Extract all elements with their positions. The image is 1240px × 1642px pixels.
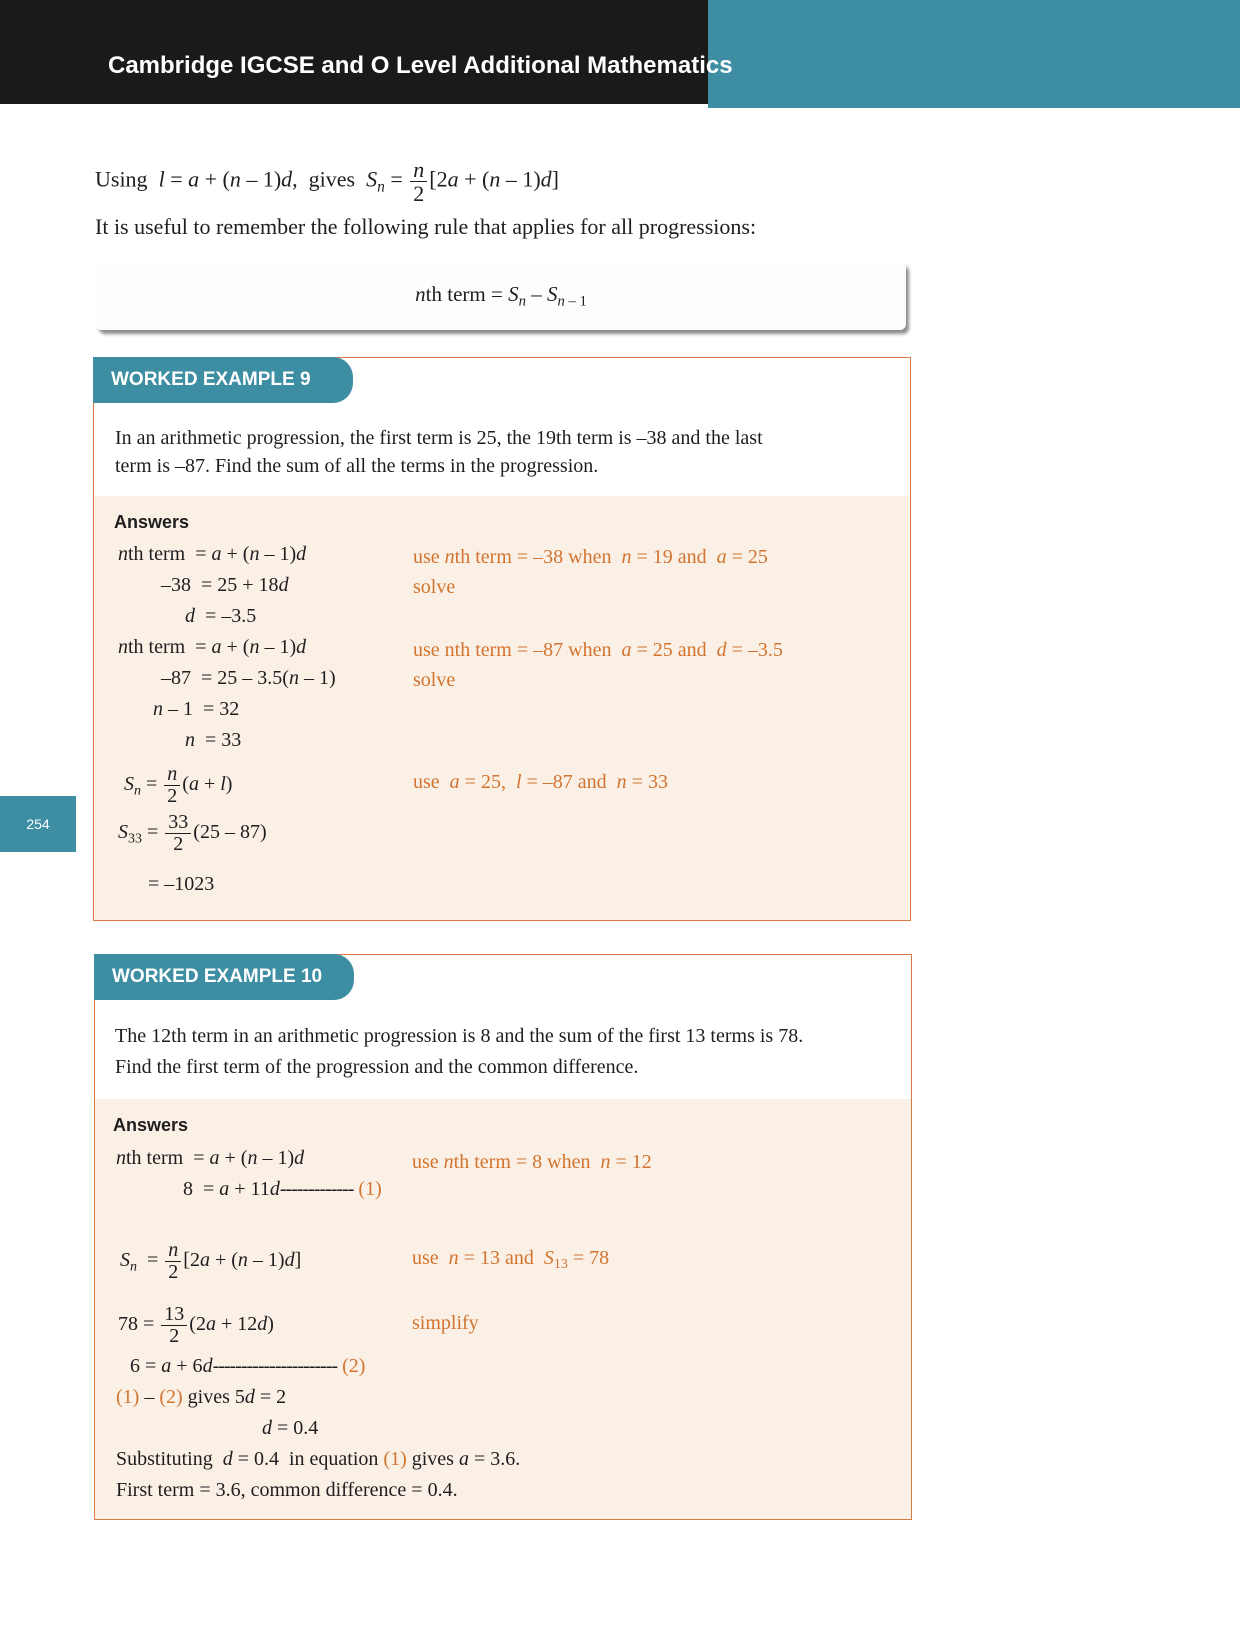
example-9-answers-label: Answers <box>114 512 190 532</box>
rule-box <box>96 262 906 330</box>
example-10-answers-label: Answers <box>113 1115 189 1135</box>
working-line: 6 = a + 6d---------------------- (2) <box>130 1355 366 1377</box>
header-accent-bar <box>708 0 1240 108</box>
fraction: $\frac{n}{2}$ <box>165 1240 181 1283</box>
rule-formula: nth term = $S_n - S_{n - 1}$ <box>415 281 587 310</box>
example-10-label: WORKED EXAMPLE 10 <box>94 954 354 1000</box>
working-line: –87 = 25 – 3.5(n – 1) <box>161 667 336 689</box>
working-line: n = 33 <box>185 729 242 751</box>
working-line: nth term = a + (n – 1)d <box>118 543 307 565</box>
comment-line: use n = 13 and $S_{13} = 78$ <box>412 1247 610 1273</box>
working-line: nth term = a + (n – 1)d <box>118 636 307 658</box>
working-line: $S_{33}$ = $\frac{33}{2}$ (25 – 87) <box>118 811 267 855</box>
working-line: 8 = a + 11d------------- (1) <box>183 1178 382 1200</box>
working-line: d = –3.5 <box>185 605 257 627</box>
fraction: $\frac{n}{2}$ <box>410 158 427 205</box>
comment-line: use a = 25, l = –87 and n = 33 <box>413 771 668 793</box>
page-number: 254 <box>26 816 50 832</box>
fraction: $\frac{n}{2}$ <box>164 764 180 807</box>
working-line: d = 0.4 <box>262 1417 319 1439</box>
comment-line: use nth term = 8 when n = 12 <box>412 1151 652 1173</box>
intro-text: It is useful to remember the following rule that applies for all progressions: <box>95 214 757 239</box>
working-line: 78 = $\frac{13}{2}$ (2a + 12d) <box>118 1303 274 1347</box>
comment-line: use nth term = –38 when n = 19 and a = 25 <box>413 546 768 568</box>
fraction: $\frac{33}{2}$ <box>165 812 191 855</box>
working-line: –38 = 25 + 18d <box>161 574 289 596</box>
comment-line: use nth term = –87 when a = 25 and d = –3.5 <box>413 639 783 661</box>
intro-formula-line: Using l = a + (n – 1)d, gives $S_n$ = $\frac{n}{2}$ [2a + (n – 1)d] <box>95 157 559 207</box>
example-9-label: WORKED EXAMPLE 9 <box>93 357 353 403</box>
fraction: $\frac{13}{2}$ <box>161 1304 187 1347</box>
example-9-problem: In an arithmetic progression, the first term is 25, the 19th term is –38 and the last term is –87. Find the sum of all the terms in the progression. <box>115 427 763 477</box>
book-title: Cambridge IGCSE and O Level Additional Mathematics <box>108 52 733 79</box>
comment-line: simplify <box>412 1312 479 1334</box>
example-10-problem: The 12th term in an arithmetic progression is 8 and the sum of the first 13 terms is 78. Find the first term of the progression and the common difference. <box>115 1025 804 1078</box>
working-line: (1) – (2) gives 5d = 2 <box>116 1386 287 1408</box>
comment-line: solve <box>413 576 456 598</box>
final-answer-line: First term = 3.6, common difference = 0.4. <box>116 1479 458 1501</box>
working-line: Substituting d = 0.4 in equation (1) gives a = 3.6. <box>116 1448 521 1470</box>
page-number-tab <box>0 796 76 852</box>
working-line: $S_n$ = $\frac{n}{2}$ [2a + (n – 1)d] <box>120 1239 302 1283</box>
working-line: nth term = a + (n – 1)d <box>116 1147 305 1169</box>
working-line: n – 1 = 32 <box>153 698 240 720</box>
working-line: $S_n$ = $\frac{n}{2}$ (a + l) <box>124 763 233 807</box>
result-line: = –1023 <box>148 873 215 895</box>
comment-line: solve <box>413 669 456 691</box>
